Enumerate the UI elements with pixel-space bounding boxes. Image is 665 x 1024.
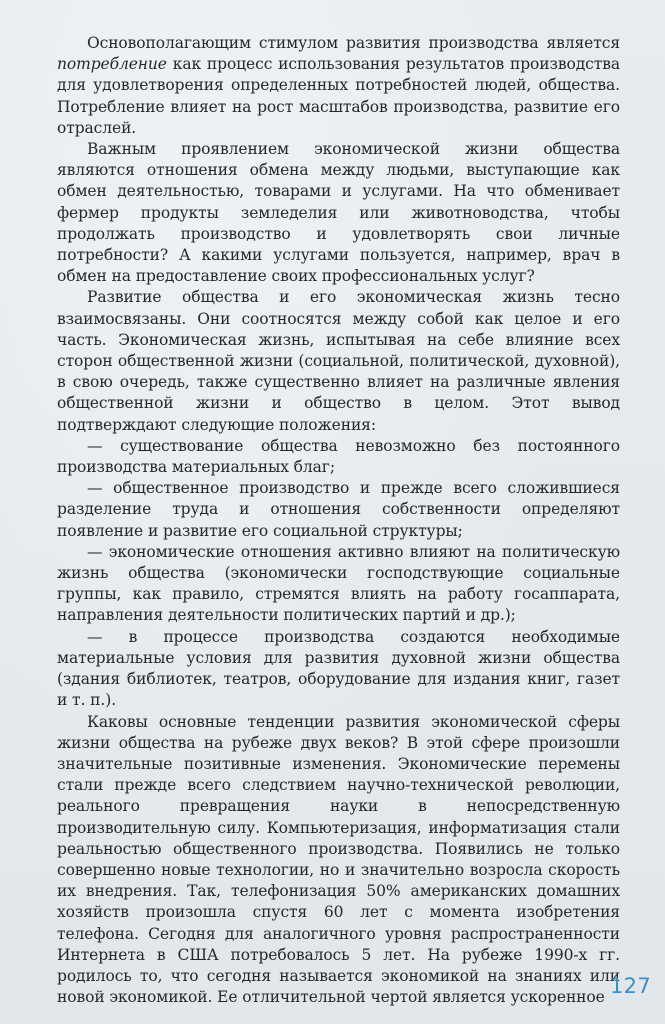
- list-item-spiritual-life: — в процессе производства создаются необходимые материальные условия для развития духовной жизни общества (здания библиотек, театров, оборудование для издания книг, газет и т. п.).: [57, 627, 620, 710]
- list-item-political-life: — экономические отношения активно влияют на политическую жизнь общества (экономически господствующие социальные группы, как правило, стремятся влиять на работу госаппарата, направления деятельности политических партий и др.);: [57, 542, 620, 625]
- paragraph-exchange: Важным проявлением экономической жизни общества являются отношения обмена между людьми, выступающие как обмен деятельностью, товарами и услугами. На что обменивает фермер продукты земледелия или животноводства, чтобы продолжать производство и удовлетворять свои личные потребности? А какими услугами пользуется, например, врач в обмен на предоставление своих профессиональных услуг?: [57, 140, 620, 286]
- term-consumption: потребление: [57, 55, 167, 74]
- paragraph-consumption-start: Основополагающим стимулом развития производства является: [87, 34, 620, 52]
- paragraph-society-economy: Развитие общества и его экономическая жизнь тесно взаимосвязаны. Они соотносятся между собой как целое и его часть. Экономическая жизнь, испытывая на себе влияние всех сторон общественной жизни (социальной, политической, духовной), в свою очередь, также существенно влияет на различные явления общественной жизни и общество в целом. Этот вывод подтверждают следующие положения:: [57, 288, 620, 434]
- body-text: [57, 33, 620, 1008]
- list-item-production: — существование общества невозможно без постоянного производства материальных благ;: [57, 436, 620, 477]
- page-number: 127: [610, 974, 651, 998]
- paragraph-trends: Каковы основные тенденции развития экономической сферы жизни общества на рубеже двух веков? В этой сфере произошли значительные позитивные изменения. Экономические перемены стали прежде всего следствием научно-технической революции, реального превращения науки в непосредственную производительную силу. Компьютеризация, информатизация стали реальностью общественного производства. Появились не только совершенно новые технологии, но и значительно возросла скорость их внедрения. Так, телефонизация 50% американских домашних хозяйств произошла спустя 60 лет с момента изобретения телефона. Сегодня для аналогичного уровня распространенности Интернета в США потребовалось 5 лет. На рубеже 1990-х гг. родилось то, что сегодня называется экономикой на знаниях или новой экономикой. Ее отличительной чертой является ускоренное: [57, 712, 620, 1007]
- paragraph-consumption-end: как процесс использования результатов производства для удовлетворения определенных потребностей людей, общества. Потребление влияет на рост масштабов производства, развитие его отраслей.: [57, 55, 620, 137]
- paragraph-consumption: [57, 33, 620, 139]
- list-item-social-structure: — общественное производство и прежде всего сложившиеся разделение труда и отношения собственности определяют появление и развитие его социальной структуры;: [57, 479, 620, 540]
